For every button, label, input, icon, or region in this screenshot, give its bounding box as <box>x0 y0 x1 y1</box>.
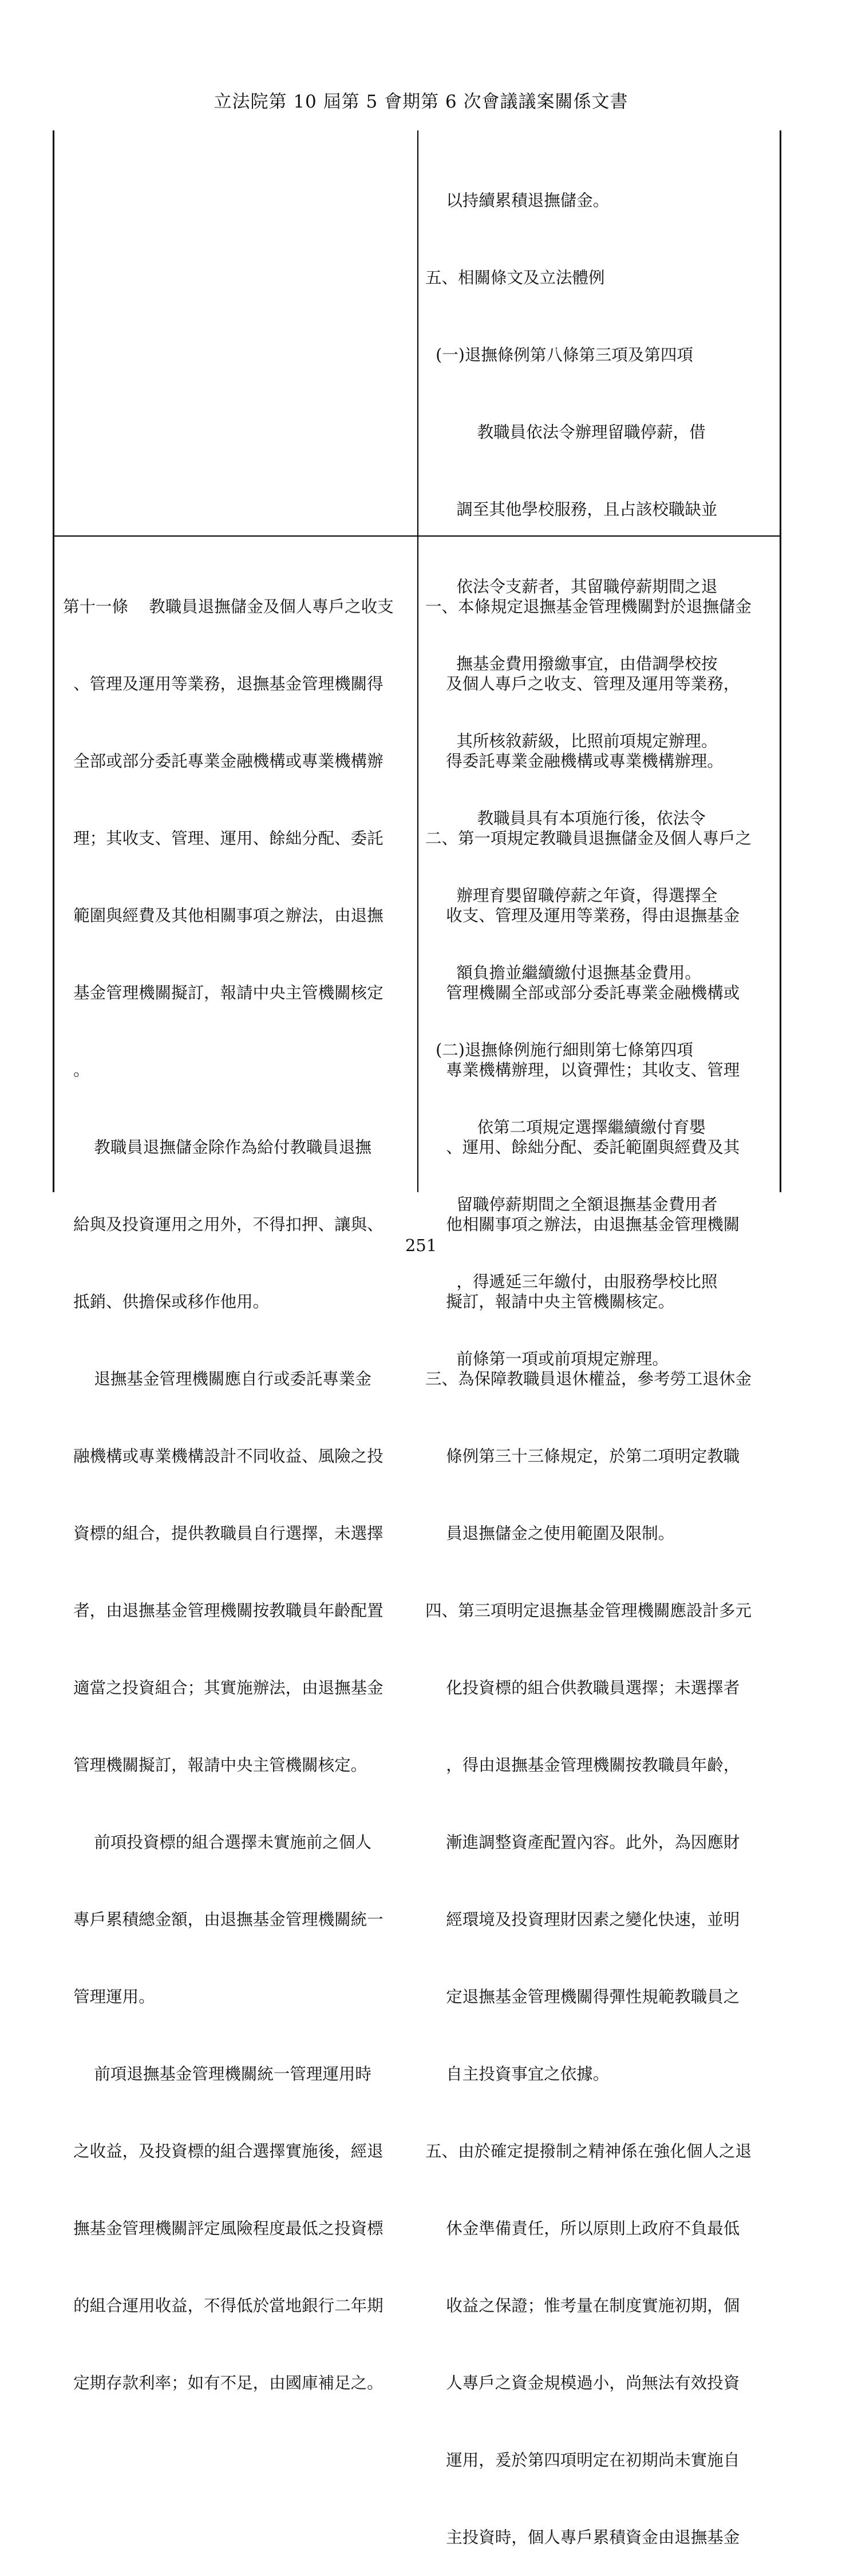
text-line: 定期存款利率；如有不足，由國庫補足之。 <box>63 2373 384 2392</box>
text-line: 運用，爰於第四項明定在初期尚未實施自 <box>425 2451 740 2470</box>
text-line: 依第二項規定選擇繼續繳付育嬰 <box>425 1118 706 1137</box>
text-line: 管理機關擬訂，報請中央主管機關核定。 <box>63 1756 367 1775</box>
text-line: 前條第一項或前項規定辦理。 <box>425 1349 669 1368</box>
table-left-border <box>53 130 54 1192</box>
text-line: 條例第三十三條規定，於第二項明定教職 <box>425 1447 740 1466</box>
text-line: 人專戶之資金規模過小，尚無法有效投資 <box>425 2373 740 2392</box>
text-line: 基金管理機關擬訂，報請中央主管機關核定 <box>63 983 384 1002</box>
text-line: 前項退撫基金管理機關統一管理運用時 <box>63 2065 371 2083</box>
text-line: 依法令支薪者，其留職停薪期間之退 <box>425 577 718 596</box>
text-line: 專業機構辦理，以資彈性；其收支、管理 <box>425 1061 740 1079</box>
text-line: 額負擔並繼續繳付退撫基金費用。 <box>425 963 701 982</box>
text-line: 抵銷、供擔保或移作他用。 <box>63 1292 270 1311</box>
text-line: ，得由退撫基金管理機關按教職員年齡， <box>425 1756 740 1775</box>
text-line: 撫基金費用撥繳事宜，由借調學校按 <box>425 654 718 673</box>
text-line: 一、本條規定退撫基金管理機關對於退撫儲金 <box>425 597 752 616</box>
text-line: ，得遞延三年繳付，由服務學校比照 <box>425 1272 718 1291</box>
text-line: 主投資時，個人專戶累積資金由退撫基金 <box>425 2528 740 2547</box>
article-text-column <box>63 542 409 2422</box>
text-line: 三、為保障教職員退休權益，參考勞工退休金 <box>425 1370 752 1388</box>
text-line: 化投資標的組合供教職員選擇；未選擇者 <box>425 1678 740 1697</box>
text-line: 之收益，及投資標的組合選擇實施後，經退 <box>63 2142 384 2161</box>
text-line: 教職員具有本項施行後，依法令 <box>425 809 706 828</box>
text-line: 擬訂，報請中央主管機關核定。 <box>425 1292 675 1311</box>
text-line: 前項投資標的組合選擇未實施前之個人 <box>63 1833 371 1852</box>
text-line: 、運用、餘絀分配、委託範圍與經費及其 <box>425 1138 740 1157</box>
document-header: 立法院第 10 屆第 5 會期第 6 次會議議案關係文書 <box>214 92 628 112</box>
text-line: 二、第一項規定教職員退撫儲金及個人專戶之 <box>425 829 752 848</box>
explanation-column <box>425 542 772 2576</box>
text-line: 留職停薪期間之全額退撫基金費用者 <box>425 1195 718 1214</box>
text-line: 全部或部分委託專業金融機構或專業機構辦 <box>63 752 384 771</box>
text-line: 自主投資事宜之依據。 <box>425 2065 610 2083</box>
text-line: (二)退撫條例施行細則第七條第四項 <box>425 1041 693 1059</box>
text-line: 退撫基金管理機關應自行或委託專業金 <box>63 1370 371 1388</box>
text-line: 休金準備責任，所以原則上政府不負最低 <box>425 2219 740 2238</box>
text-line: 員退撫儲金之使用範圍及限制。 <box>425 1524 675 1543</box>
text-line: 範圍與經費及其他相關事項之辦法，由退撫 <box>63 906 384 925</box>
table-right-border <box>780 130 781 1192</box>
text-line: 調至其他學校服務，且占該校職缺並 <box>425 500 718 519</box>
text-line: 其所核敘薪級，比照前項規定辦理。 <box>425 732 718 751</box>
text-line: 、管理及運用等業務，退撫基金管理機關得 <box>63 674 384 693</box>
text-line: 教職員依法令辦理留職停薪，借 <box>425 423 706 442</box>
text-line: 五、由於確定提撥制之精神係在強化個人之退 <box>425 2142 752 2161</box>
text-line: 他相關事項之辦法，由退撫基金管理機關 <box>425 1215 740 1234</box>
text-line: 融機構或專業機構設計不同收益、風險之投 <box>63 1447 384 1466</box>
text-line: 給與及投資運用之用外，不得扣押、讓與、 <box>63 1215 384 1234</box>
text-line: 資標的組合，提供教職員自行選擇，未選擇 <box>63 1524 384 1543</box>
text-line: 四、第三項明定退撫基金管理機關應設計多元 <box>425 1601 752 1620</box>
text-line: 得委託專業金融機構或專業機構辦理。 <box>425 752 724 771</box>
text-line: 管理運用。 <box>63 1987 155 2006</box>
text-line: 經環境及投資理財因素之變化快速，並明 <box>425 1910 740 1929</box>
text-line: 以持續累積退撫儲金。 <box>425 191 610 210</box>
text-line: 管理機關全部或部分委託專業金融機構或 <box>425 983 740 1002</box>
text-line: 及個人專戶之收支、管理及運用等業務， <box>425 674 740 693</box>
text-line: 。 <box>63 1061 90 1079</box>
text-line: 定退撫基金管理機關得彈性規範教職員之 <box>425 1987 740 2006</box>
table-center-divider <box>417 130 418 1192</box>
text-line: 收支、管理及運用等業務，得由退撫基金 <box>425 906 740 925</box>
text-line: 五、相關條文及立法體例 <box>425 268 605 287</box>
text-line: 理；其收支、管理、運用、餘絀分配、委託 <box>63 829 384 848</box>
text-line: 的組合運用收益，不得低於當地銀行二年期 <box>63 2296 384 2315</box>
text-line: 者，由退撫基金管理機關按教職員年齡配置 <box>63 1601 384 1620</box>
text-line: 教職員退撫儲金除作為給付教職員退撫 <box>63 1138 371 1157</box>
text-line: 辦理育嬰留職停薪之年資，得選擇全 <box>425 886 718 905</box>
text-line: 第十一條 教職員退撫儲金及個人專戶之收支 <box>63 597 394 616</box>
text-line: 適當之投資組合；其實施辦法，由退撫基金 <box>63 1678 384 1697</box>
text-line: (一)退撫條例第八條第三項及第四項 <box>425 346 693 364</box>
text-line: 撫基金管理機關評定風險程度最低之投資標 <box>63 2219 384 2238</box>
text-line: 漸進調整資產配置內容。此外，為因應財 <box>425 1833 740 1852</box>
text-line: 專戶累積總金額，由退撫基金管理機關統一 <box>63 1910 384 1929</box>
page-number: 251 <box>405 1236 437 1255</box>
text-line: 收益之保證；惟考量在制度實施初期，個 <box>425 2296 740 2315</box>
